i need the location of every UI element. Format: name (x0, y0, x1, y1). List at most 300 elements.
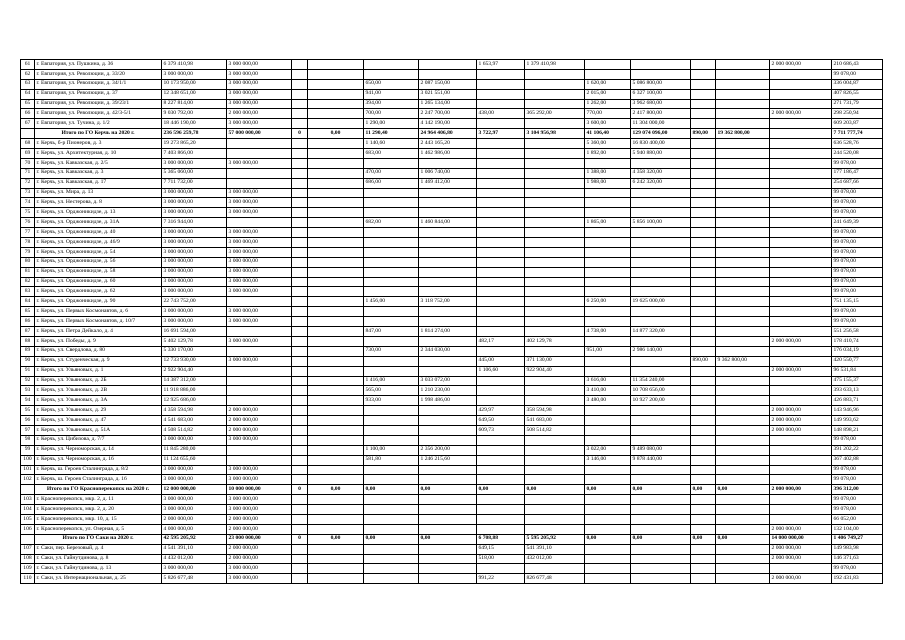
cell-col-16: 66 052,00 (832, 514, 883, 524)
cell-col-8: 2 247 700,00 (419, 109, 477, 119)
cell-col-12 (631, 247, 691, 257)
cell-total-cost: 3 000 000,00 (162, 435, 227, 445)
cell-address: г. Евпатория, ул. Тучина, д. 1/2 (35, 119, 162, 129)
cell-col-14 (716, 307, 770, 317)
cell-col-11 (585, 198, 631, 208)
cell-col-12 (631, 524, 691, 534)
cell-col-4: 3 000 000,00 (227, 208, 292, 218)
cell-row-number: 105 (21, 514, 35, 524)
cell-col-14 (716, 267, 770, 277)
cell-col-15 (770, 514, 832, 524)
cell-col-10 (525, 119, 585, 129)
cell-col-11 (585, 366, 631, 376)
cell-col-8 (419, 564, 477, 574)
cell-col-16: 609 203,87 (832, 119, 883, 129)
cell-col-14: 0,00 (716, 485, 770, 495)
cell-col-13 (691, 544, 716, 554)
cell-col-12: 9 878 440,00 (631, 455, 691, 465)
cell-col-14 (716, 79, 770, 89)
cell-col-16: 149 993,62 (832, 416, 883, 426)
cell-col-11: 41 106,40 (585, 129, 631, 139)
cell-col-13 (691, 406, 716, 416)
cell-total-cost: 14 387 312,00 (162, 376, 227, 386)
cell-col-7 (364, 544, 419, 554)
cell-row-number: 79 (21, 247, 35, 257)
cell-address: г. Саки, пер. Березовый, д. 4 (35, 544, 162, 554)
cell-col-8 (419, 425, 477, 435)
cell-col-9 (477, 198, 525, 208)
cell-col-11: 3 616,00 (585, 376, 631, 386)
cell-col-15 (770, 79, 832, 89)
cell-col-12: 0,00 (631, 485, 691, 495)
cell-address: г. Керчь, ул. Ульяновых, д. 1 (35, 366, 162, 376)
cell-col-5: 0 (292, 534, 308, 544)
cell-row-number: 109 (21, 564, 35, 574)
cell-col-11: 1 988,00 (585, 178, 631, 188)
cell-col-8: 2 087 150,00 (419, 79, 477, 89)
cell-col-12 (631, 475, 691, 485)
cell-col-7: 11 290,40 (364, 129, 419, 139)
cell-total-cost: 3 000 000,00 (162, 317, 227, 327)
cell-col-9: 438,00 (477, 109, 525, 119)
cell-col-9: 0,00 (477, 485, 525, 495)
cell-col-13 (691, 198, 716, 208)
cell-address: г. Евпатория, ул. Революции, д. 37 (35, 89, 162, 99)
cell-col-5 (292, 158, 308, 168)
cell-col-10: 508 514,82 (525, 425, 585, 435)
cell-col-6 (308, 346, 364, 356)
cell-address: г. Саки, ул. Интернациональная, д. 25 (35, 574, 162, 584)
cell-col-16: 254 687,66 (832, 178, 883, 188)
cell-col-4: 3 000 000,00 (227, 336, 292, 346)
cell-row-number: 78 (21, 238, 35, 248)
cell-col-12 (631, 208, 691, 218)
cell-col-15: 2 000 000,00 (770, 574, 832, 584)
cell-col-14 (716, 257, 770, 267)
cell-address: г. Керчь, ш. Героев Сталинграда, д. 8/2 (35, 465, 162, 475)
cell-col-12 (631, 465, 691, 475)
cell-address: Итого по ГО Саки на 2020 г. (35, 534, 162, 544)
cell-col-8 (419, 475, 477, 485)
cell-col-4: 3 000 000,00 (227, 475, 292, 485)
cell-col-6 (308, 257, 364, 267)
cell-col-7: 0,00 (364, 534, 419, 544)
cell-col-10 (525, 208, 585, 218)
cell-col-14 (716, 425, 770, 435)
table-row (21, 267, 883, 277)
cell-col-12: 6 327 100,00 (631, 89, 691, 99)
cell-address: г. Саки, ул. Гайнутдинова, д. 13 (35, 564, 162, 574)
table-row (21, 208, 883, 218)
cell-col-16: 96 531,84 (832, 366, 883, 376)
cell-col-15 (770, 228, 832, 238)
cell-col-6 (308, 119, 364, 129)
cell-col-14 (716, 228, 770, 238)
cell-col-16: 636 528,76 (832, 139, 883, 149)
cell-col-9 (477, 386, 525, 396)
cell-col-5 (292, 119, 308, 129)
cell-col-4: 3 000 000,00 (227, 198, 292, 208)
cell-col-14 (716, 475, 770, 485)
cell-col-5 (292, 317, 308, 327)
cell-col-4: 2 000 000,00 (227, 524, 292, 534)
cell-col-9 (477, 297, 525, 307)
cell-col-12: 11 304 000,00 (631, 119, 691, 129)
cell-col-4: 2 000 000,00 (227, 514, 292, 524)
cell-col-5 (292, 208, 308, 218)
cell-col-13 (691, 208, 716, 218)
cell-total-cost: 10 173 950,00 (162, 79, 227, 89)
cell-col-9: 518,00 (477, 554, 525, 564)
cell-col-12 (631, 317, 691, 327)
cell-col-9 (477, 317, 525, 327)
cell-col-15 (770, 149, 832, 159)
cell-total-cost: 12 733 930,00 (162, 356, 227, 366)
table-row (21, 465, 883, 475)
cell-col-9: 1 653,97 (477, 60, 525, 70)
cell-col-7 (364, 514, 419, 524)
cell-col-5 (292, 505, 308, 515)
cell-col-5 (292, 574, 308, 584)
cell-row-number: 74 (21, 198, 35, 208)
cell-col-15 (770, 376, 832, 386)
cell-col-8 (419, 465, 477, 475)
cell-col-6 (308, 435, 364, 445)
cell-address: г. Керчь, ул. Студенческая, д. 9 (35, 356, 162, 366)
cell-row-number: 95 (21, 406, 35, 416)
cell-col-7 (364, 208, 419, 218)
cell-col-11: 0,00 (585, 485, 631, 495)
cell-col-4: 3 000 000,00 (227, 505, 292, 515)
cell-col-14 (716, 455, 770, 465)
table-row (21, 287, 883, 297)
cell-col-5 (292, 416, 308, 426)
cell-col-14 (716, 336, 770, 346)
cell-col-13 (691, 228, 716, 238)
cell-col-10 (525, 158, 585, 168)
cell-col-14 (716, 247, 770, 257)
cell-col-4 (227, 366, 292, 376)
cell-col-13: 890,00 (691, 129, 716, 139)
cell-col-15 (770, 99, 832, 109)
cell-col-6: 0,00 (308, 129, 364, 139)
cell-address: г. Керчь, ул. Черноморская, д. 14 (35, 445, 162, 455)
cell-col-4: 2 000 000,00 (227, 544, 292, 554)
cell-col-5 (292, 455, 308, 465)
cell-col-13 (691, 336, 716, 346)
cell-col-10 (525, 396, 585, 406)
cell-col-6 (308, 406, 364, 416)
cell-col-12 (631, 356, 691, 366)
cell-col-4: 2 000 000,00 (227, 109, 292, 119)
cell-row-number: 83 (21, 287, 35, 297)
cell-col-10 (525, 99, 585, 109)
cell-col-11 (585, 287, 631, 297)
cell-col-12 (631, 198, 691, 208)
cell-col-12 (631, 69, 691, 79)
cell-col-11 (585, 238, 631, 248)
cell-col-12: 2 417 800,00 (631, 109, 691, 119)
cell-col-13 (691, 346, 716, 356)
cell-address: Итого по ГО Красноперекопск на 2020 г. (35, 485, 162, 495)
cell-col-7 (364, 317, 419, 327)
cell-col-12: 19 625 000,00 (631, 297, 691, 307)
cell-col-16: 148 898,21 (832, 425, 883, 435)
cell-col-10 (525, 228, 585, 238)
cell-col-16: 177 186,47 (832, 168, 883, 178)
cell-total-cost: 5 330 170,00 (162, 346, 227, 356)
cell-col-4: 3 000 000,00 (227, 228, 292, 238)
cell-col-11 (585, 317, 631, 327)
cell-col-4: 3 000 000,00 (227, 257, 292, 267)
cell-col-5 (292, 366, 308, 376)
cell-address: г. Керчь, ул. Орджоникидзе, д. 56 (35, 257, 162, 267)
cell-col-15 (770, 247, 832, 257)
cell-col-5 (292, 109, 308, 119)
cell-col-15 (770, 327, 832, 337)
cell-col-5 (292, 435, 308, 445)
cell-col-15 (770, 386, 832, 396)
cell-col-11 (585, 188, 631, 198)
cell-col-7 (364, 247, 419, 257)
cell-col-5 (292, 346, 308, 356)
cell-col-15: 2 000 000,00 (770, 425, 832, 435)
cell-col-11 (585, 544, 631, 554)
cell-col-14 (716, 139, 770, 149)
cell-col-14 (716, 574, 770, 584)
cell-col-12: 2 986 140,00 (631, 346, 691, 356)
cell-col-6 (308, 168, 364, 178)
cell-col-11 (585, 505, 631, 515)
cell-col-6 (308, 277, 364, 287)
cell-col-9 (477, 99, 525, 109)
table-row (21, 188, 883, 198)
cell-col-16: 99 078,00 (832, 307, 883, 317)
cell-col-12 (631, 564, 691, 574)
cell-col-4 (227, 139, 292, 149)
cell-col-10 (525, 277, 585, 287)
cell-col-8 (419, 247, 477, 257)
cell-total-cost: 4 358 594,98 (162, 406, 227, 416)
cell-row-number: 104 (21, 505, 35, 515)
cell-col-7: 394,00 (364, 99, 419, 109)
table-row (21, 524, 883, 534)
cell-col-11: 6 250,00 (585, 297, 631, 307)
table-row (21, 60, 883, 70)
cell-total-cost: 3 000 000,00 (162, 307, 227, 317)
cell-col-8 (419, 524, 477, 534)
cell-col-7 (364, 60, 419, 70)
cell-col-16: 99 078,00 (832, 505, 883, 515)
cell-address: г. Евпатория, ул. Революции, д. 42/3-5/1 (35, 109, 162, 119)
cell-row-number (21, 534, 35, 544)
cell-total-cost: 4 432 012,00 (162, 554, 227, 564)
cell-col-6 (308, 158, 364, 168)
cell-col-8 (419, 238, 477, 248)
cell-col-7: 650,00 (364, 79, 419, 89)
subtotal-row (21, 534, 883, 544)
table-row (21, 238, 883, 248)
cell-total-cost: 3 000 000,00 (162, 228, 227, 238)
cell-col-11: 1 892,00 (585, 149, 631, 159)
cell-col-10 (525, 218, 585, 228)
cell-col-9 (477, 79, 525, 89)
cell-row-number: 110 (21, 574, 35, 584)
cell-row-number: 68 (21, 139, 35, 149)
cell-col-13 (691, 188, 716, 198)
cell-col-7: 941,00 (364, 89, 419, 99)
cell-row-number: 66 (21, 109, 35, 119)
cell-col-8 (419, 317, 477, 327)
cell-col-12: 14 877 320,00 (631, 327, 691, 337)
cell-col-14 (716, 60, 770, 70)
cell-col-10 (525, 297, 585, 307)
cell-col-9 (477, 228, 525, 238)
cell-col-9 (477, 465, 525, 475)
cell-col-13 (691, 247, 716, 257)
cell-col-4 (227, 168, 292, 178)
cell-col-9: 991,22 (477, 574, 525, 584)
cell-col-9 (477, 475, 525, 485)
cell-col-16: 99 078,00 (832, 317, 883, 327)
cell-address: г. Керчь, ул. Ульяновых, д. 2В (35, 386, 162, 396)
cell-col-14 (716, 386, 770, 396)
cell-col-14 (716, 178, 770, 188)
cell-col-13 (691, 297, 716, 307)
cell-col-14: 9 362 800,00 (716, 356, 770, 366)
cell-address: г. Евпатория, ул. Революции, д. 34/1/1 (35, 79, 162, 89)
cell-col-12: 5 856 100,00 (631, 218, 691, 228)
cell-col-6 (308, 149, 364, 159)
cell-address: г. Евпатория, ул. Революции, д. 39/23/1 (35, 99, 162, 109)
cell-col-11 (585, 524, 631, 534)
table-row (21, 89, 883, 99)
cell-col-10: 826 677,48 (525, 574, 585, 584)
cell-col-11 (585, 465, 631, 475)
cell-col-8: 1 814 274,00 (419, 327, 477, 337)
cell-address: г. Керчь, ул. Кавказская, д. 3 (35, 168, 162, 178)
cell-row-number: 61 (21, 60, 35, 70)
cell-col-6 (308, 208, 364, 218)
cell-col-7: 1 416,00 (364, 376, 419, 386)
cell-col-6 (308, 465, 364, 475)
cell-total-cost: 42 595 205,92 (162, 534, 227, 544)
cell-col-8: 1 998 486,00 (419, 396, 477, 406)
cell-col-4 (227, 346, 292, 356)
cell-col-8 (419, 416, 477, 426)
cell-col-9 (477, 396, 525, 406)
cell-col-8: 1 469 412,00 (419, 178, 477, 188)
cell-col-13: 0,00 (691, 534, 716, 544)
cell-col-14 (716, 366, 770, 376)
cell-total-cost: 3 000 000,00 (162, 158, 227, 168)
cell-address: г. Красноперекопск, мкр. 2, д. 11 (35, 495, 162, 505)
cell-col-11: 770,00 (585, 109, 631, 119)
cell-col-14 (716, 327, 770, 337)
cell-address: г. Керчь, ул. Архитектурная, д. 10 (35, 149, 162, 159)
cell-col-7: 1 140,60 (364, 139, 419, 149)
cell-col-6 (308, 366, 364, 376)
cell-col-7 (364, 564, 419, 574)
cell-col-6 (308, 514, 364, 524)
cell-col-11: 2 015,00 (585, 89, 631, 99)
cell-col-9: 3 722,97 (477, 129, 525, 139)
cell-col-7 (364, 307, 419, 317)
cell-col-4: 23 000 000,00 (227, 534, 292, 544)
cell-col-4: 2 000 000,00 (227, 554, 292, 564)
cell-col-11 (585, 554, 631, 564)
cell-col-16: 99 078,00 (832, 465, 883, 475)
cell-col-7 (364, 336, 419, 346)
cell-address: г. Керчь, ул. Кавказская, д. 2/5 (35, 158, 162, 168)
cell-col-15 (770, 129, 832, 139)
cell-col-11: 1 620,00 (585, 79, 631, 89)
table-row (21, 366, 883, 376)
cell-col-9: 445,00 (477, 356, 525, 366)
cell-col-10 (525, 564, 585, 574)
cell-col-13: 890,00 (691, 356, 716, 366)
cell-col-4: 3 000 000,00 (227, 99, 292, 109)
cell-col-11: 3 410,00 (585, 386, 631, 396)
cell-col-10 (525, 79, 585, 89)
table-row (21, 425, 883, 435)
cell-col-12 (631, 514, 691, 524)
cell-col-15: 2 000 000,00 (770, 544, 832, 554)
cell-col-15 (770, 435, 832, 445)
cell-row-number: 94 (21, 396, 35, 406)
cell-col-13 (691, 435, 716, 445)
cell-col-4: 3 000 000,00 (227, 574, 292, 584)
cell-col-12 (631, 158, 691, 168)
cell-col-5 (292, 277, 308, 287)
cell-col-10 (525, 445, 585, 455)
table-row (21, 564, 883, 574)
cell-total-cost: 18 446 190,00 (162, 119, 227, 129)
cell-col-5 (292, 307, 308, 317)
cell-col-8: 0,00 (419, 534, 477, 544)
cell-col-16: 407 826,55 (832, 89, 883, 99)
cell-total-cost: 3 000 000,00 (162, 198, 227, 208)
cell-col-8 (419, 495, 477, 505)
cell-total-cost: 3 000 000,00 (162, 69, 227, 79)
cell-row-number: 102 (21, 475, 35, 485)
cell-col-13 (691, 416, 716, 426)
cell-col-6 (308, 89, 364, 99)
cell-row-number: 76 (21, 218, 35, 228)
cell-col-5 (292, 356, 308, 366)
cell-col-16: 244 520,08 (832, 149, 883, 159)
cell-row-number: 103 (21, 495, 35, 505)
cell-col-8 (419, 356, 477, 366)
cell-col-11 (585, 425, 631, 435)
cell-col-4 (227, 376, 292, 386)
cell-col-16: 99 078,00 (832, 208, 883, 218)
cell-col-13 (691, 465, 716, 475)
cell-col-15 (770, 445, 832, 455)
cell-col-6 (308, 139, 364, 149)
cell-col-15: 2 000 000,00 (770, 416, 832, 426)
cell-col-14 (716, 218, 770, 228)
cell-row-number: 82 (21, 277, 35, 287)
cell-col-12 (631, 406, 691, 416)
cell-col-15 (770, 158, 832, 168)
cell-row-number: 99 (21, 445, 35, 455)
cell-col-13 (691, 119, 716, 129)
cell-address: г. Керчь, ш. Героев Сталинграда, д. 16 (35, 475, 162, 485)
cell-total-cost: 5 402 129,78 (162, 336, 227, 346)
table-row (21, 455, 883, 465)
cell-col-11 (585, 495, 631, 505)
